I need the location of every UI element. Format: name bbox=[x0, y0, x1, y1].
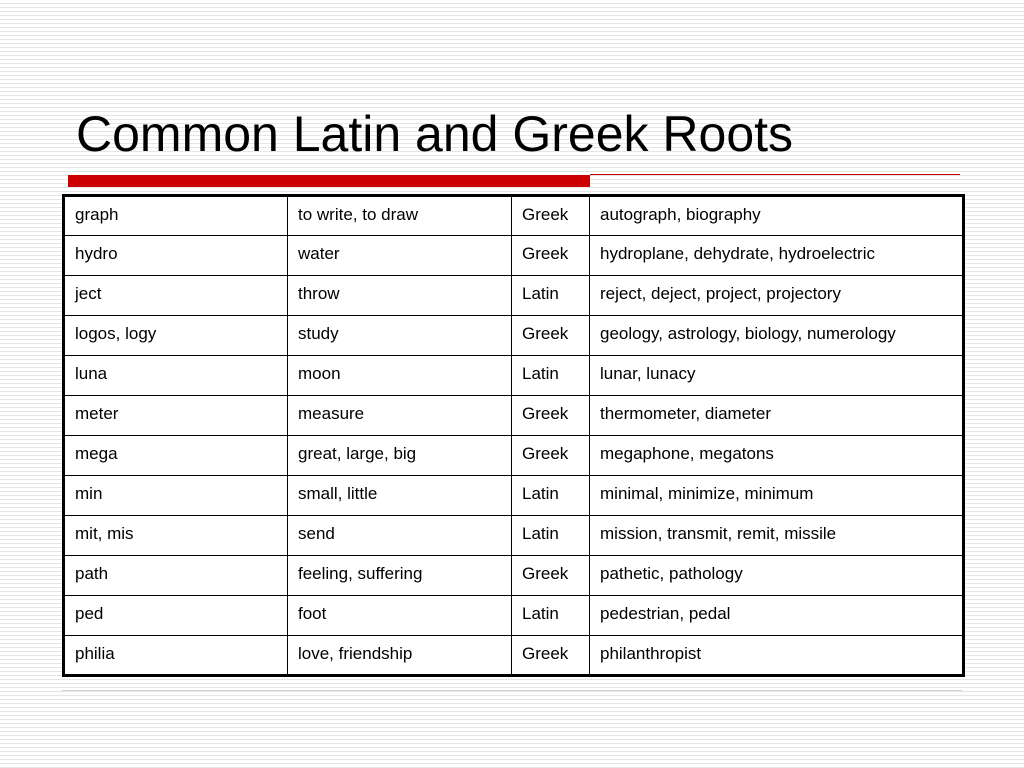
meaning-cell: measure bbox=[288, 396, 512, 436]
root-cell: logos, logy bbox=[64, 316, 288, 356]
origin-cell: Greek bbox=[512, 396, 590, 436]
examples-cell: autograph, biography bbox=[590, 196, 964, 236]
meaning-cell: great, large, big bbox=[288, 436, 512, 476]
table-row bbox=[64, 356, 964, 396]
examples-cell: megaphone, megatons bbox=[590, 436, 964, 476]
meaning-cell: study bbox=[288, 316, 512, 356]
root-cell: mit, mis bbox=[64, 516, 288, 556]
root-cell: hydro bbox=[64, 236, 288, 276]
table-row bbox=[64, 476, 964, 516]
examples-cell: pathetic, pathology bbox=[590, 556, 964, 596]
bottom-divider bbox=[62, 690, 962, 691]
table-row bbox=[64, 276, 964, 316]
table-row bbox=[64, 196, 964, 236]
root-cell: path bbox=[64, 556, 288, 596]
origin-cell: Latin bbox=[512, 476, 590, 516]
examples-cell: philanthropist bbox=[590, 636, 964, 676]
table-row bbox=[64, 396, 964, 436]
examples-cell: mission, transmit, remit, missile bbox=[590, 516, 964, 556]
examples-cell: lunar, lunacy bbox=[590, 356, 964, 396]
root-cell: meter bbox=[64, 396, 288, 436]
examples-cell: thermometer, diameter bbox=[590, 396, 964, 436]
meaning-cell: love, friendship bbox=[288, 636, 512, 676]
root-cell: mega bbox=[64, 436, 288, 476]
roots-table-container bbox=[62, 194, 962, 677]
table-row bbox=[64, 636, 964, 676]
meaning-cell: moon bbox=[288, 356, 512, 396]
meaning-cell: throw bbox=[288, 276, 512, 316]
origin-cell: Greek bbox=[512, 436, 590, 476]
meaning-cell: water bbox=[288, 236, 512, 276]
slide-title: Common Latin and Greek Roots bbox=[76, 106, 794, 162]
root-cell: ject bbox=[64, 276, 288, 316]
meaning-cell: small, little bbox=[288, 476, 512, 516]
table-row bbox=[64, 436, 964, 476]
examples-cell: pedestrian, pedal bbox=[590, 596, 964, 636]
root-cell: min bbox=[64, 476, 288, 516]
examples-cell: minimal, minimize, minimum bbox=[590, 476, 964, 516]
title-underline-bar bbox=[68, 175, 590, 187]
meaning-cell: feeling, suffering bbox=[288, 556, 512, 596]
roots-table bbox=[62, 194, 965, 677]
origin-cell: Greek bbox=[512, 196, 590, 236]
title-underline-line bbox=[590, 174, 960, 175]
origin-cell: Latin bbox=[512, 276, 590, 316]
origin-cell: Latin bbox=[512, 516, 590, 556]
table-row bbox=[64, 236, 964, 276]
table-row bbox=[64, 556, 964, 596]
origin-cell: Greek bbox=[512, 316, 590, 356]
origin-cell: Greek bbox=[512, 236, 590, 276]
meaning-cell: send bbox=[288, 516, 512, 556]
root-cell: luna bbox=[64, 356, 288, 396]
origin-cell: Latin bbox=[512, 356, 590, 396]
root-cell: ped bbox=[64, 596, 288, 636]
meaning-cell: to write, to draw bbox=[288, 196, 512, 236]
origin-cell: Greek bbox=[512, 636, 590, 676]
examples-cell: reject, deject, project, projectory bbox=[590, 276, 964, 316]
table-row bbox=[64, 316, 964, 356]
examples-cell: geology, astrology, biology, numerology bbox=[590, 316, 964, 356]
root-cell: graph bbox=[64, 196, 288, 236]
table-row bbox=[64, 516, 964, 556]
table-row bbox=[64, 596, 964, 636]
root-cell: philia bbox=[64, 636, 288, 676]
origin-cell: Greek bbox=[512, 556, 590, 596]
meaning-cell: foot bbox=[288, 596, 512, 636]
origin-cell: Latin bbox=[512, 596, 590, 636]
examples-cell: hydroplane, dehydrate, hydroelectric bbox=[590, 236, 964, 276]
